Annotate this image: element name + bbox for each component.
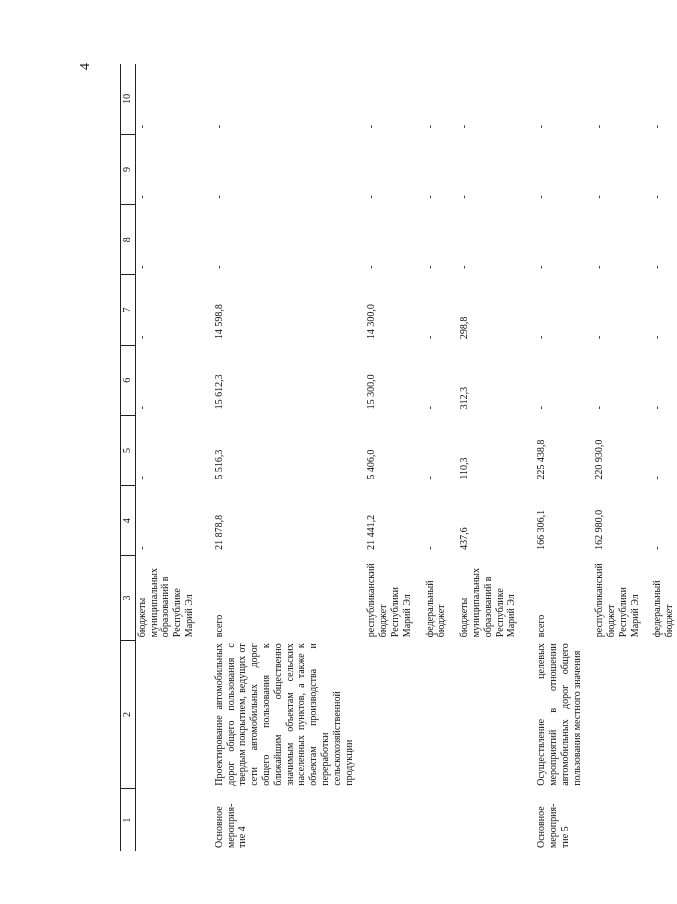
table-row bbox=[535, 64, 584, 851]
funding-source: бюджеты муниципальных образований в Республике Марий Эл bbox=[136, 567, 195, 638]
activity-description bbox=[584, 640, 642, 789]
value-cell: 15 300,0 bbox=[366, 374, 378, 410]
activity-description bbox=[415, 640, 450, 789]
value-cell: 166 306,1 bbox=[536, 509, 548, 550]
activity-description bbox=[449, 640, 519, 789]
value-cell: - bbox=[424, 476, 436, 480]
value-cell: - bbox=[536, 335, 548, 340]
event-label: Основное мероприя-тие 4 bbox=[213, 803, 249, 848]
funding-source: всего bbox=[536, 614, 548, 638]
value-cell: - bbox=[536, 124, 548, 129]
value-cell: 5 406,0 bbox=[366, 449, 378, 480]
event-label: Основное мероприя-тие 5 bbox=[536, 803, 571, 848]
col-header: 10 bbox=[121, 64, 136, 134]
value-cell: - bbox=[213, 124, 225, 129]
value-cell: - bbox=[136, 476, 148, 480]
value-cell: - bbox=[594, 124, 606, 129]
value-cell: 220 930,0 bbox=[594, 439, 606, 480]
value-cell: - bbox=[459, 195, 471, 199]
col-header: 2 bbox=[121, 640, 136, 789]
budget-table bbox=[120, 64, 677, 851]
table-row bbox=[356, 64, 414, 851]
activity-description: Проектирование автомобильных дорог общего пользования с твердым покрытием, ведущих от сети автомобильных дорог общего пользования к ближайшим общественно значимым объектам сельских населенных пунктов, а также к объектам производства и переработки сельскохозяйственной продукции bbox=[213, 643, 355, 786]
value-cell: 298,8 bbox=[459, 316, 471, 340]
col-header: 9 bbox=[121, 134, 136, 204]
event-label bbox=[584, 789, 642, 851]
value-cell: 312,3 bbox=[459, 386, 471, 410]
value-cell: - bbox=[652, 476, 664, 480]
funding-source: республиканский бюджет Республики Марий Эл bbox=[366, 563, 413, 638]
col-header: 4 bbox=[121, 486, 136, 556]
value-cell: - bbox=[366, 124, 378, 129]
value-cell: - bbox=[594, 265, 606, 269]
value-cell: 5 516,3 bbox=[213, 449, 225, 480]
value-cell: - bbox=[536, 265, 548, 269]
funding-source: всего bbox=[213, 614, 225, 638]
value-cell: - bbox=[424, 546, 436, 550]
table-row bbox=[415, 64, 450, 851]
value-cell: - bbox=[459, 265, 471, 269]
value-cell: 14 598,8 bbox=[213, 304, 225, 340]
value-cell: - bbox=[136, 406, 148, 410]
event-label bbox=[449, 789, 519, 851]
funding-source: федеральный бюджет bbox=[424, 580, 448, 638]
value-cell: - bbox=[213, 265, 225, 269]
table-row bbox=[213, 64, 357, 851]
value-cell: - bbox=[652, 406, 664, 410]
col-header: 8 bbox=[121, 205, 136, 275]
value-cell: - bbox=[652, 195, 664, 199]
col-header: 6 bbox=[121, 345, 136, 415]
value-cell: - bbox=[136, 335, 148, 340]
event-label bbox=[135, 789, 196, 851]
value-cell: - bbox=[213, 195, 225, 199]
spacer-row bbox=[519, 64, 535, 851]
value-cell: - bbox=[459, 124, 471, 129]
value-cell: - bbox=[424, 406, 436, 410]
value-cell: - bbox=[424, 195, 436, 199]
header-row bbox=[121, 64, 136, 851]
value-cell: - bbox=[424, 335, 436, 340]
funding-source: федеральный бюджет bbox=[652, 580, 676, 638]
value-cell: - bbox=[136, 546, 148, 550]
event-label bbox=[642, 789, 677, 851]
value-cell: - bbox=[366, 265, 378, 269]
value-cell: - bbox=[366, 195, 378, 199]
value-cell: 437,6 bbox=[459, 527, 471, 550]
col-header: 3 bbox=[121, 556, 136, 640]
funding-source: республиканский бюджет Республики Марий Эл bbox=[594, 563, 641, 638]
value-cell: - bbox=[594, 335, 606, 340]
event-label bbox=[415, 789, 450, 851]
value-cell: - bbox=[136, 265, 148, 269]
value-cell: - bbox=[424, 124, 436, 129]
rotated-table-sheet bbox=[120, 64, 676, 851]
value-cell: 162 980,0 bbox=[594, 509, 606, 550]
col-header: 7 bbox=[121, 275, 136, 345]
value-cell: 21 878,8 bbox=[213, 514, 225, 550]
table-row bbox=[135, 64, 196, 851]
page-number: 4 bbox=[78, 63, 93, 70]
value-cell: 225 438,8 bbox=[536, 439, 548, 480]
value-cell: 15 612,3 bbox=[213, 374, 225, 410]
value-cell: - bbox=[594, 195, 606, 199]
value-cell: 110,3 bbox=[459, 457, 471, 480]
value-cell: - bbox=[136, 124, 148, 129]
value-cell: 14 300,0 bbox=[366, 304, 378, 340]
value-cell: - bbox=[652, 546, 664, 550]
activity-description bbox=[135, 640, 196, 789]
event-label bbox=[356, 789, 414, 851]
table-row bbox=[642, 64, 677, 851]
value-cell: - bbox=[536, 195, 548, 199]
table-row bbox=[584, 64, 642, 851]
value-cell: - bbox=[652, 124, 664, 129]
value-cell: - bbox=[136, 195, 148, 199]
table-row bbox=[449, 64, 519, 851]
funding-source: бюджеты муниципальных образований в Республике Марий Эл bbox=[459, 567, 518, 638]
activity-description bbox=[356, 640, 414, 789]
spacer-row bbox=[197, 64, 213, 851]
value-cell: - bbox=[424, 265, 436, 269]
col-header: 1 bbox=[121, 789, 136, 851]
value-cell: - bbox=[652, 335, 664, 340]
activity-description: Осуществление целевых мероприятий в отношении автомобильных дорог общего пользования местного значения bbox=[536, 643, 583, 786]
value-cell: 21 441,2 bbox=[366, 514, 378, 550]
value-cell: - bbox=[594, 406, 606, 410]
value-cell: - bbox=[652, 265, 664, 269]
col-header: 5 bbox=[121, 415, 136, 485]
value-cell: - bbox=[536, 406, 548, 410]
activity-description bbox=[642, 640, 677, 789]
